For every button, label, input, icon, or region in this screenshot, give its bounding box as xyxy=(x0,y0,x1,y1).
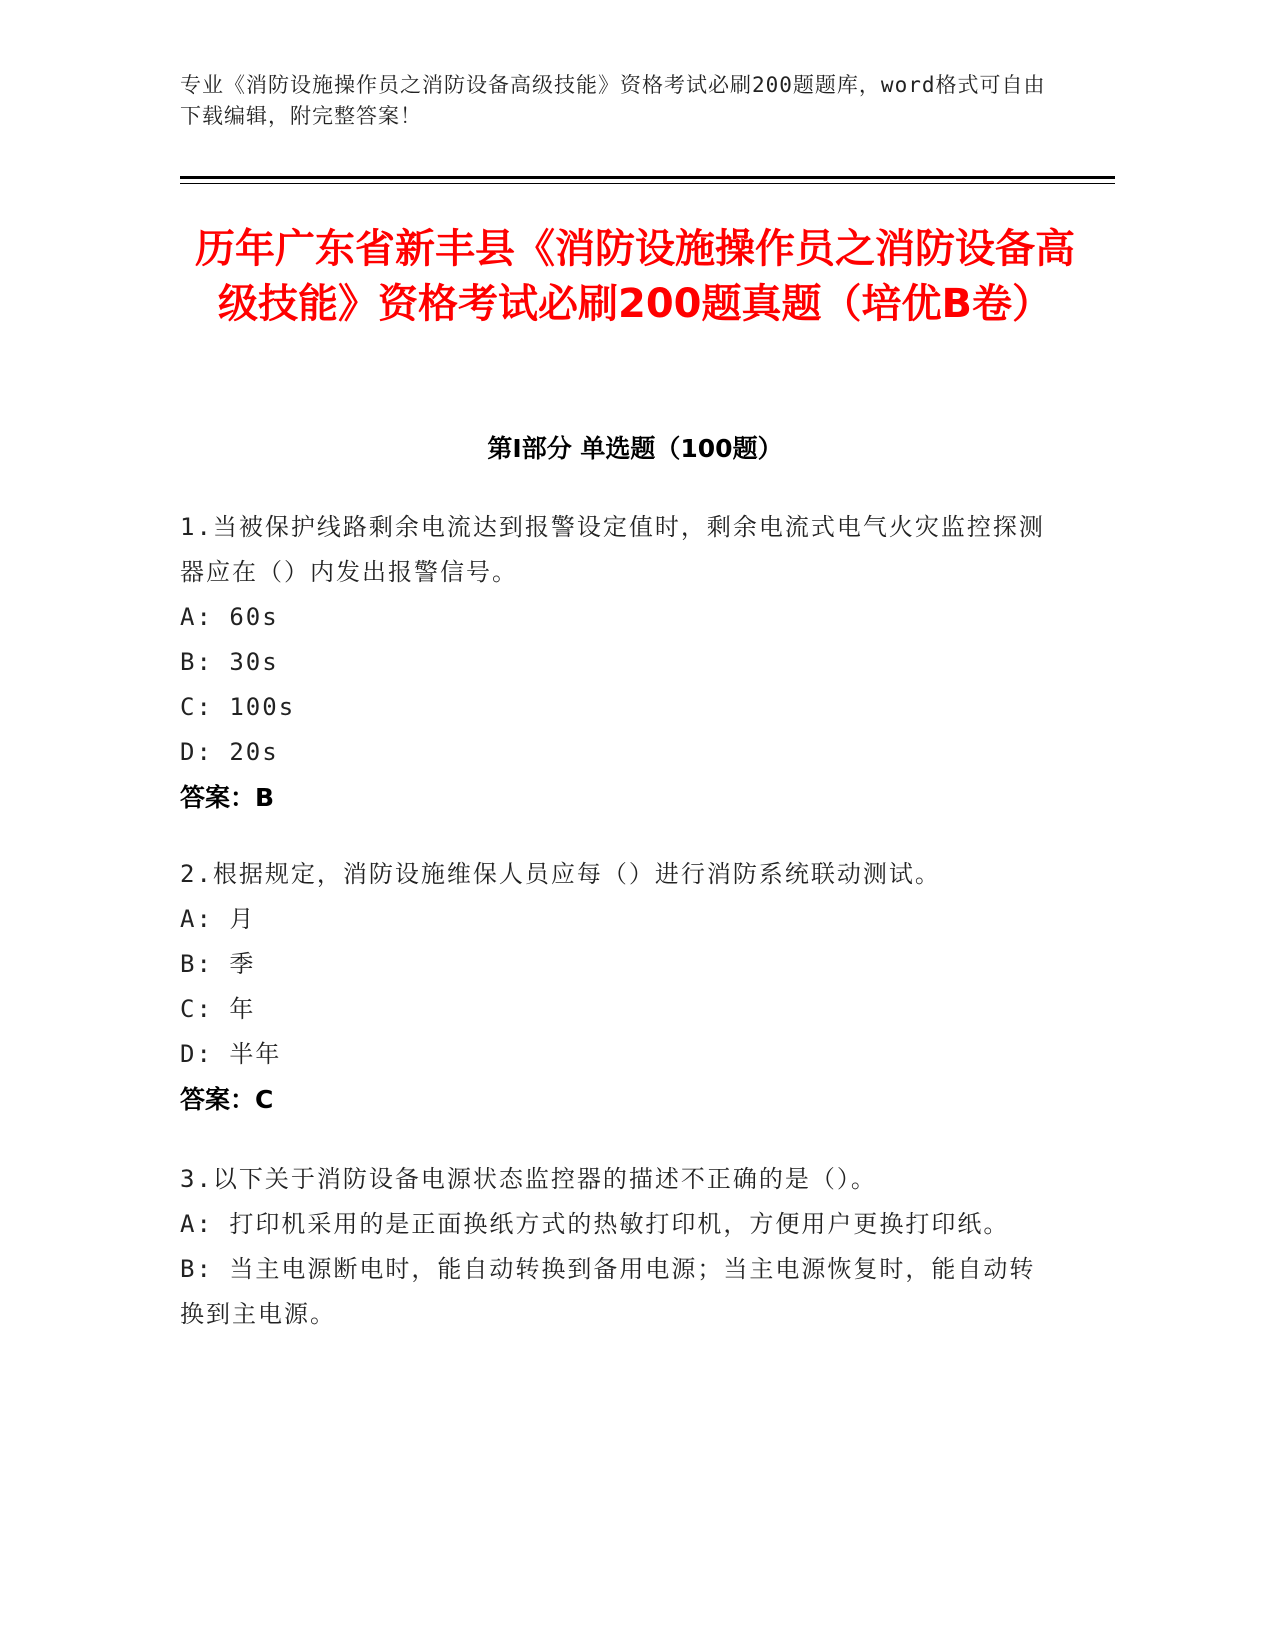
question-stem: 3.以下关于消防设备电源状态监控器的描述不正确的是（）。 xyxy=(180,1165,877,1193)
option-b: B: 30s xyxy=(180,648,279,676)
section-title: 第Ⅰ部分 单选题（100题） xyxy=(487,434,783,463)
header-note: 专业《消防设施操作员之消防设备高级技能》资格考试必刷200题题库，word格式可自由下载编辑，附完整答案！ xyxy=(180,73,1046,128)
option-a: A: 打印机采用的是正面换纸方式的热敏打印机，方便用户更换打印纸。 xyxy=(180,1210,1010,1238)
question-2 xyxy=(180,852,1060,1122)
answer: 答案：C xyxy=(180,1085,274,1114)
question-3 xyxy=(180,1157,1060,1337)
header-rule-thin xyxy=(180,183,1115,184)
option-b: B: 季 xyxy=(180,950,256,978)
option-d: D: 半年 xyxy=(180,1040,282,1068)
option-c: C: 100s xyxy=(180,693,296,721)
document-title: 历年广东省新丰县《消防设施操作员之消防设备高级技能》资格考试必刷200题真题（培优B卷） xyxy=(195,226,1075,327)
question-1 xyxy=(180,505,1060,820)
question-stem: 2.根据规定，消防设施维保人员应每（）进行消防系统联动测试。 xyxy=(180,860,941,888)
option-c: C: 年 xyxy=(180,995,256,1023)
question-stem: 1.当被保护线路剩余电流达到报警设定值时，剩余电流式电气火灾监控探测器应在（）内发出报警信号。 xyxy=(180,513,1045,586)
option-d: D: 20s xyxy=(180,738,279,766)
option-a: A: 60s xyxy=(180,603,279,631)
option-b: B: 当主电源断电时，能自动转换到备用电源；当主电源恢复时，能自动转换到主电源。 xyxy=(180,1255,1036,1328)
answer: 答案：B xyxy=(180,783,275,812)
option-a: A: 月 xyxy=(180,905,256,933)
header-rule-thick xyxy=(180,176,1115,179)
